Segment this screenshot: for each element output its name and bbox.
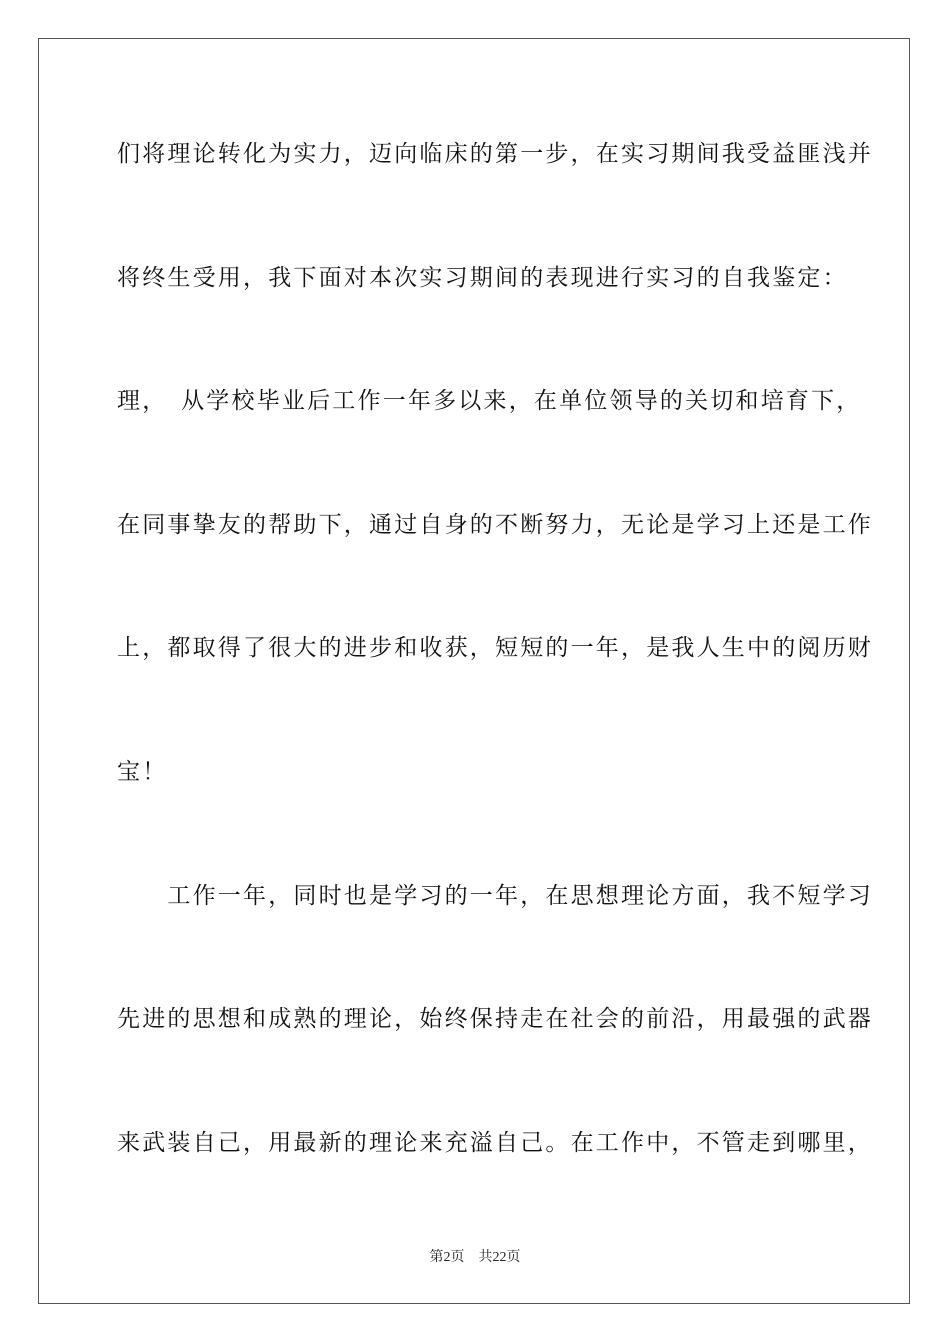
body-line-4: 在同事挚友的帮助下，通过自身的不断努力，无论是学习上还是工作 (117, 512, 873, 538)
body-line-9: 来武装自己，用最新的理论来充溢自己。在工作中，不管走到哪里， (117, 1130, 873, 1156)
body-line-6: 宝！ (117, 759, 168, 785)
body-line-1: 们将理论转化为实力，迈向临床的第一步，在实习期间我受益匪浅并 (117, 141, 873, 167)
page-border (38, 38, 910, 1304)
body-line-5: 上，都取得了很大的进步和收获，短短的一年，是我人生中的阅历财 (117, 635, 873, 661)
page-number-footer: 第2页 共22页 (429, 1250, 521, 1265)
body-line-8: 先进的思想和成熟的理论，始终保持走在社会的前沿，用最强的武器 (117, 1006, 873, 1032)
body-line-3: 理， 从学校毕业后工作一年多以来，在单位领导的关切和培育下， (117, 388, 862, 414)
body-line-7: 工作一年，同时也是学习的一年，在思想理论方面，我不短学习 (117, 883, 873, 909)
body-line-2: 将终生受用，我下面对本次实习期间的表现进行实习的自我鉴定： (117, 265, 848, 291)
